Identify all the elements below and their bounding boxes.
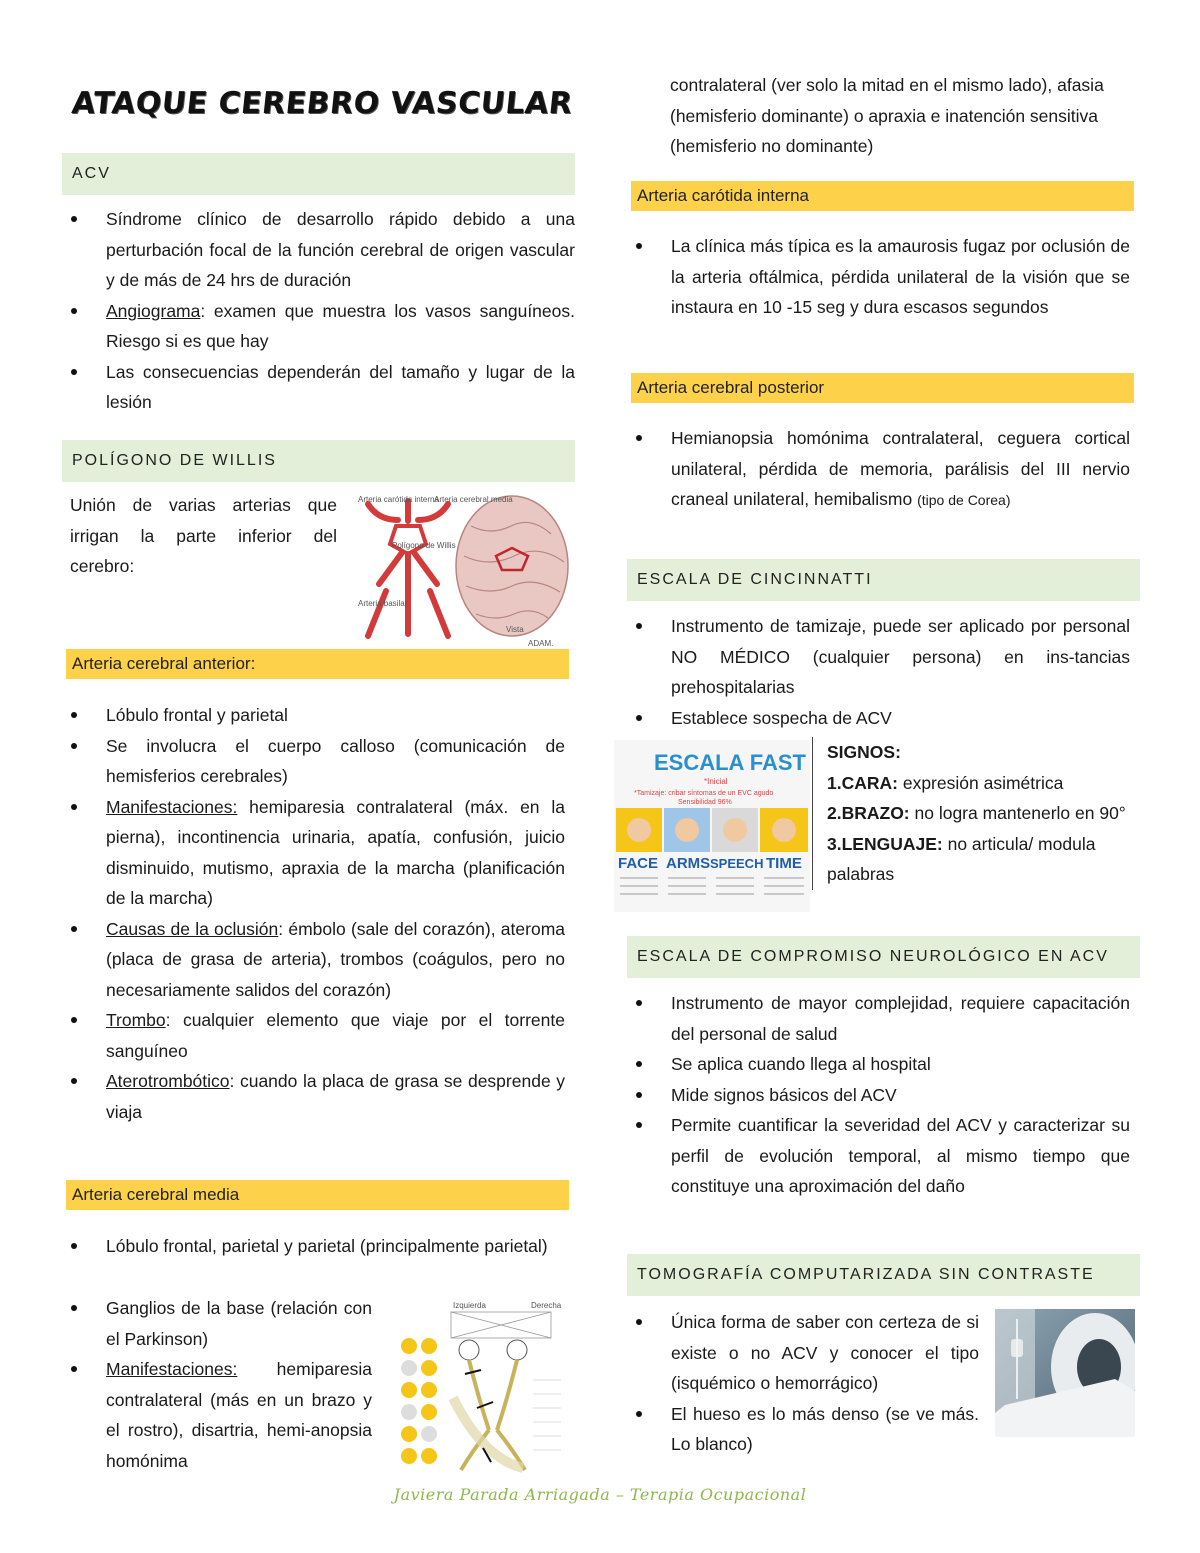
signo-text: expresión asimétrica [897,772,1064,793]
list-item: Mide signos básicos del ACV [627,1080,1130,1111]
term-definition: Se involucra el cuerpo calloso (comunicación de hemisferios cerebrales) [106,735,565,786]
term-definition: : examen que muestra los vasos sanguíneos. Riesgo si es que hay [106,300,575,351]
fast-subtitle: *Inicial [704,777,728,786]
label-izquierda: Izquierda [453,1301,486,1310]
fast-title: ESCALA FAST [654,750,806,775]
list-item: Única forma de saber con certeza de si existe o no ACV y conocer el tipo (isquémico o hemorrágico) [627,1307,979,1399]
term: Aterotrombótico [106,1071,230,1091]
term-definition: hemiparesia contralateral (más en un brazo y el rostro), disartria, hemi-anopsia homónima [106,1359,372,1471]
item-note: (tipo de Corea) [917,492,1011,508]
brand-label: ADAM. [528,639,554,648]
label-poligono: Polígono de Willis [392,541,456,550]
fast-word-face: FACE [618,855,659,872]
signo-label: 3.LENGUAJE: [827,833,943,854]
media-list [62,1231,565,1262]
ct-scanner-photo [995,1309,1135,1437]
posterior-list [627,423,1130,516]
label-vista: Vista [506,625,524,634]
fast-scale-figure [614,740,810,912]
signo-item [827,768,1137,799]
list-item: Permite cuantificar la severidad del ACV y caracterizar su perfil de evolución temporal, al mismo tiempo que constituye una aproximación del daño [627,1110,1130,1202]
section-heading-posterior: Arteria cerebral posterior [631,373,1134,403]
anterior-list [62,700,565,1127]
list-item [62,1231,565,1262]
compromiso-list [627,988,1130,1202]
section-heading-anterior: Arteria cerebral anterior: [66,649,569,679]
media-continuation: contralateral (ver solo la mitad en el mismo lado), afasia (hemisferio dominante) o apraxia e inatención sensitiva (hemisferio no dominante) [670,75,1104,156]
fast-word-arms: ARMS [666,855,711,872]
signo-text: no articula/ modula palabras [827,833,1096,884]
list-item [62,914,565,1006]
fast-word-time: TIME [766,855,802,872]
term-definition: Ganglios de la base (relación con el Parkinson) [106,1298,372,1349]
item-text: Hemianopsia homónima contralateral, ceguera cortical unilateral, pérdida de memoria, parálisis del III nervio craneal unilateral, hemibalismo [671,428,1130,509]
list-item [62,792,565,914]
section-heading-cincinnatti: ESCALA DE CINCINNATTI [627,559,1140,601]
cincinnatti-list [627,611,1130,733]
term: Manifestaciones: [106,1359,238,1379]
term-definition: : émbolo (sale del corazón), ateroma (placa de grasa de arteria), trombos (coágulos, pero no necesariamente salidos del corazón) [106,918,566,1000]
signo-item [827,798,1137,829]
list-item [627,423,1130,516]
visual-pathway-figure [393,1298,575,1480]
list-item: Síndrome clínico de desarrollo rápido debido a una perturbación focal de la función cerebral de origen vascular y de más de 24 hrs de duración [62,204,575,296]
section-heading-tomografia: TOMOGRAFÍA COMPUTARIZADA SIN CONTRASTE [627,1254,1140,1296]
list-item: Establece sospecha de ACV [627,703,1130,734]
list-item [62,296,575,357]
label-derecha: Derecha [531,1301,562,1310]
term: Causas de la oclusión [106,918,279,939]
tomografia-list [627,1307,979,1460]
list-item: Se aplica cuando llega al hospital [627,1049,1130,1080]
label-cerebral-media: Arteria cerebral media [434,495,513,504]
section-heading-carotida: Arteria carótida interna [631,181,1134,211]
section-heading-acv: ACV [62,153,575,195]
signo-text: no logra mantenerlo en 90° [909,803,1126,823]
signos-heading: SIGNOS: [827,742,901,762]
term: Manifestaciones: [106,796,238,817]
term: Angiograma [106,300,201,321]
term-definition: : cualquier elemento que viaje por el torrente sanguíneo [106,1010,565,1061]
list-item [62,1354,372,1476]
acv-list [62,204,575,418]
term-definition: : cuando la placa de grasa se desprende y viaja [106,1071,565,1122]
list-item: El hueso es lo más denso (se ve más. Lo blanco) [627,1399,979,1460]
fast-tamizaje: *Tamizaje: cribar síntomas de un EVC agudo [634,790,774,797]
term: Trombo [106,1010,166,1030]
section-heading-compromiso: ESCALA DE COMPROMISO NEUROLÓGICO EN ACV [627,936,1140,978]
signo-item [827,829,1137,890]
willis-figure [346,486,574,654]
list-item: Instrumento de tamizaje, puede ser aplicado por personal NO MÉDICO (cualquier persona) en ins-tancias prehospitalarias [627,611,1130,703]
list-item [62,731,565,792]
term-definition: Lóbulo frontal, parietal y parietal (principalmente parietal) [106,1236,548,1256]
fast-word-speech: SPEECH [710,856,764,871]
label-carotida: Arteria carótida interna [358,495,439,504]
signo-label: 1.CARA: [827,772,898,793]
willis-text: Unión de varias arterias que irrigan la parte inferior del cerebro: [70,495,337,576]
signos-box [812,737,1137,890]
page-title: ATAQUE CEREBRO VASCULAR [70,86,575,121]
carotida-list [627,231,1130,323]
label-basilar: Arteria basilar [358,599,408,608]
list-item: Instrumento de mayor complejidad, requiere capacitación del personal de salud [627,988,1130,1049]
fast-sensibilidad: Sensibilidad 96% [678,799,732,806]
term-definition: hemiparesia contralateral (máx. en la pierna), incontinencia urinaria, apatía, confusión, juicio disminuido, mutismo, apraxia de la marcha (planificación de la marcha) [106,796,565,908]
list-item: La clínica más típica es la amaurosis fugaz por oclusión de la arteria oftálmica, pérdida unilateral de la visión que se instaura en 10 -15 seg y dura escasos segundos [627,231,1130,323]
list-item [62,700,565,731]
list-item [62,1066,565,1127]
list-item [62,1005,565,1066]
list-item [62,1293,372,1354]
section-heading-willis: POLÍGONO DE WILLIS [62,440,575,482]
footer-author: Javiera Parada Arriagada – Terapia Ocupacional [393,1485,807,1504]
list-item: Las consecuencias dependerán del tamaño y lugar de la lesión [62,357,575,418]
term-definition: Lóbulo frontal y parietal [106,705,288,725]
fast-panels [616,808,808,852]
signo-label: 2.BRAZO: [827,803,910,823]
media-list-narrow [62,1293,372,1476]
section-heading-media: Arteria cerebral media [66,1180,569,1210]
